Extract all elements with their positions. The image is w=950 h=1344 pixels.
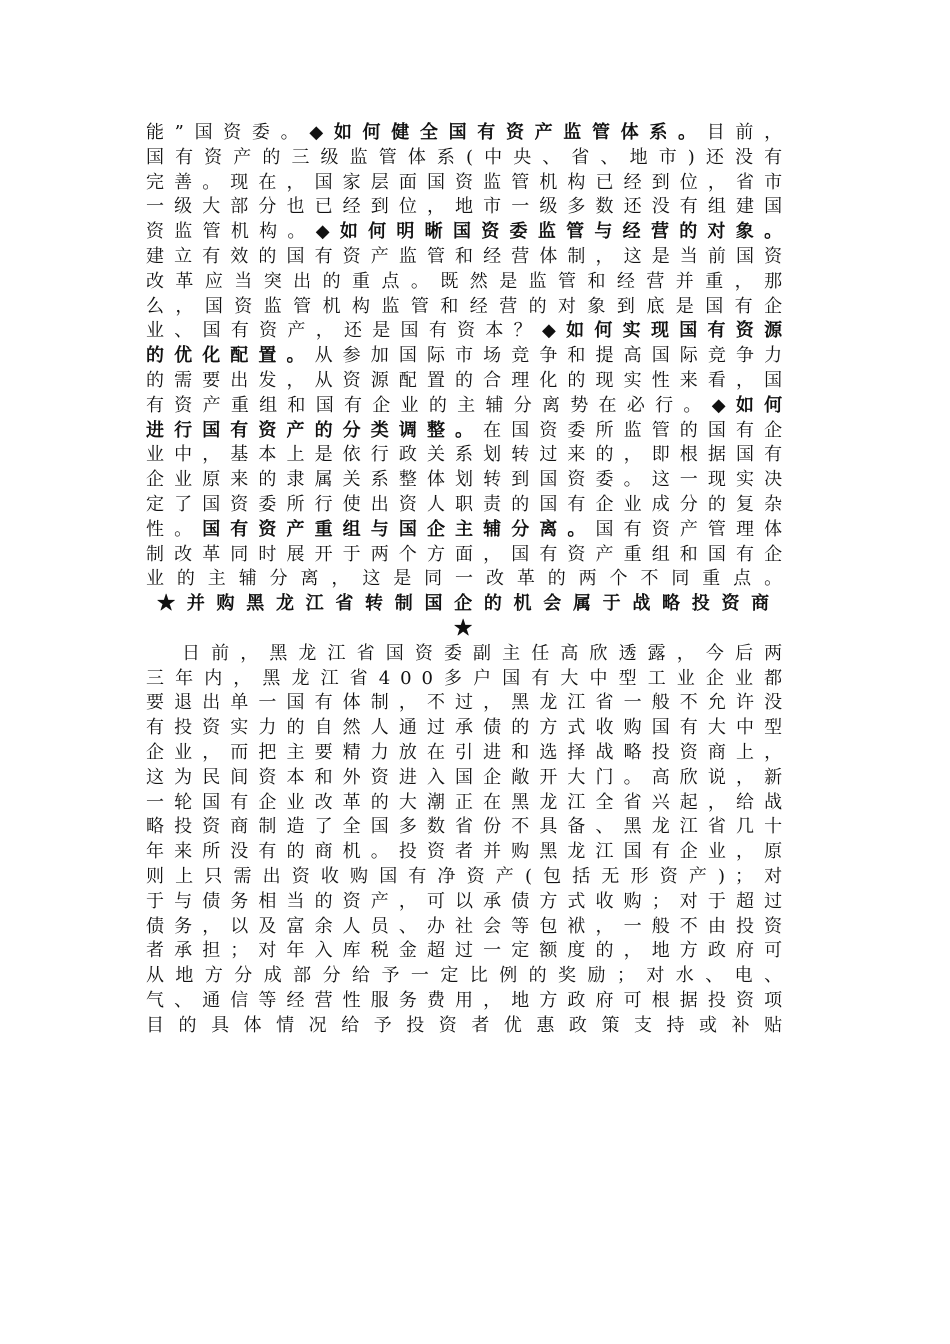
bold-heading-run: ◆如何实现国有资源的优化配置。 — [146, 320, 792, 367]
text-run: 国有资产管理体制改革同时展开于两个方面，国有资产重组和国有企业的主辅分离，这是同一改革的两个不同重点。 — [146, 518, 792, 590]
bold-heading-run: ◆如何健全国有资产监管体系。 — [309, 122, 707, 143]
article-title: ★并购黑龙江省转制国企的机会属于战略投资商★ — [157, 593, 781, 639]
bold-heading-run: ◆如何进行国有资产的分类调整。 — [146, 394, 792, 441]
text-run: 能”国资委。 — [146, 122, 310, 143]
article-body: 日前，黑龙江省国资委副主任高欣透露，今后两三年内，黑龙江省400多户国有大中型工业企业都要退出单一国有体制，不过，黑龙江省一般不允许没有投资实力的自然人通过承债的方式收购国有大中型企业，而把主要精力放在引进和选择战略投资商上，这为民间资本和外资进入国企敞开大门。高欣说，新一轮国有企业改革的大潮正在黑龙江全省兴起，给战略投资商制造了全国多数省份不具备、黑龙江省几十年来所没有的商机。投资者并购黑龙江国有企业，原则上只需出资收购国有净资产(包括无形资产)；对于与债务相当的资产，可以承债方式收购；对于超过债务，以及富余人员、办社会等包袱，一般不由投资者承担；对年入库税金超过一定额度的，地方政府可从地方分成部分给予一定比例的奖励；对水、电、气、通信等经营性服务费用，地方政府可根据投资项目的具体情况给予投资者优惠政策支持或补贴 — [146, 642, 792, 1036]
text-run: 从参加国际市场竞争和提高国际竞争力的需要出发，从资源配置的合理化的现实性来看，国有资产重组和国有企业的主辅分离势在必行。 — [146, 345, 792, 416]
bold-heading-run: 国有资产重组与国企主辅分离。 — [202, 518, 596, 540]
document-page — [146, 121, 792, 1038]
bold-heading-run: ◆如何明晰国资委监管与经营的对象。 — [315, 221, 792, 243]
text-run: 建立有效的国有资产监管和经营体制，这是当前国资改革应当突出的重点。既然是监管和经营并重，那么，国资监管机构监管和经营的对象到底是国有企业、国有资产，还是国有资本？ — [146, 245, 792, 342]
text-run: 在国资委所监管的国有企业中，基本上是依行政关系划转过来的，即根据国有企业原来的隶属关系整体划转到国资委。这一现实决定了国资委所行使出资人职责的国有企业成分的复杂性。 — [146, 419, 792, 540]
paragraph-reform-questions — [146, 121, 792, 592]
text-run: 目前，国有资产的三级监管体系(中央、省、地市)还没有完善。现在，国家层面国资监管机构已经到位，省市一级大部分也已经到位，地市一级多数还没有组建国资监管机构。 — [146, 122, 793, 243]
